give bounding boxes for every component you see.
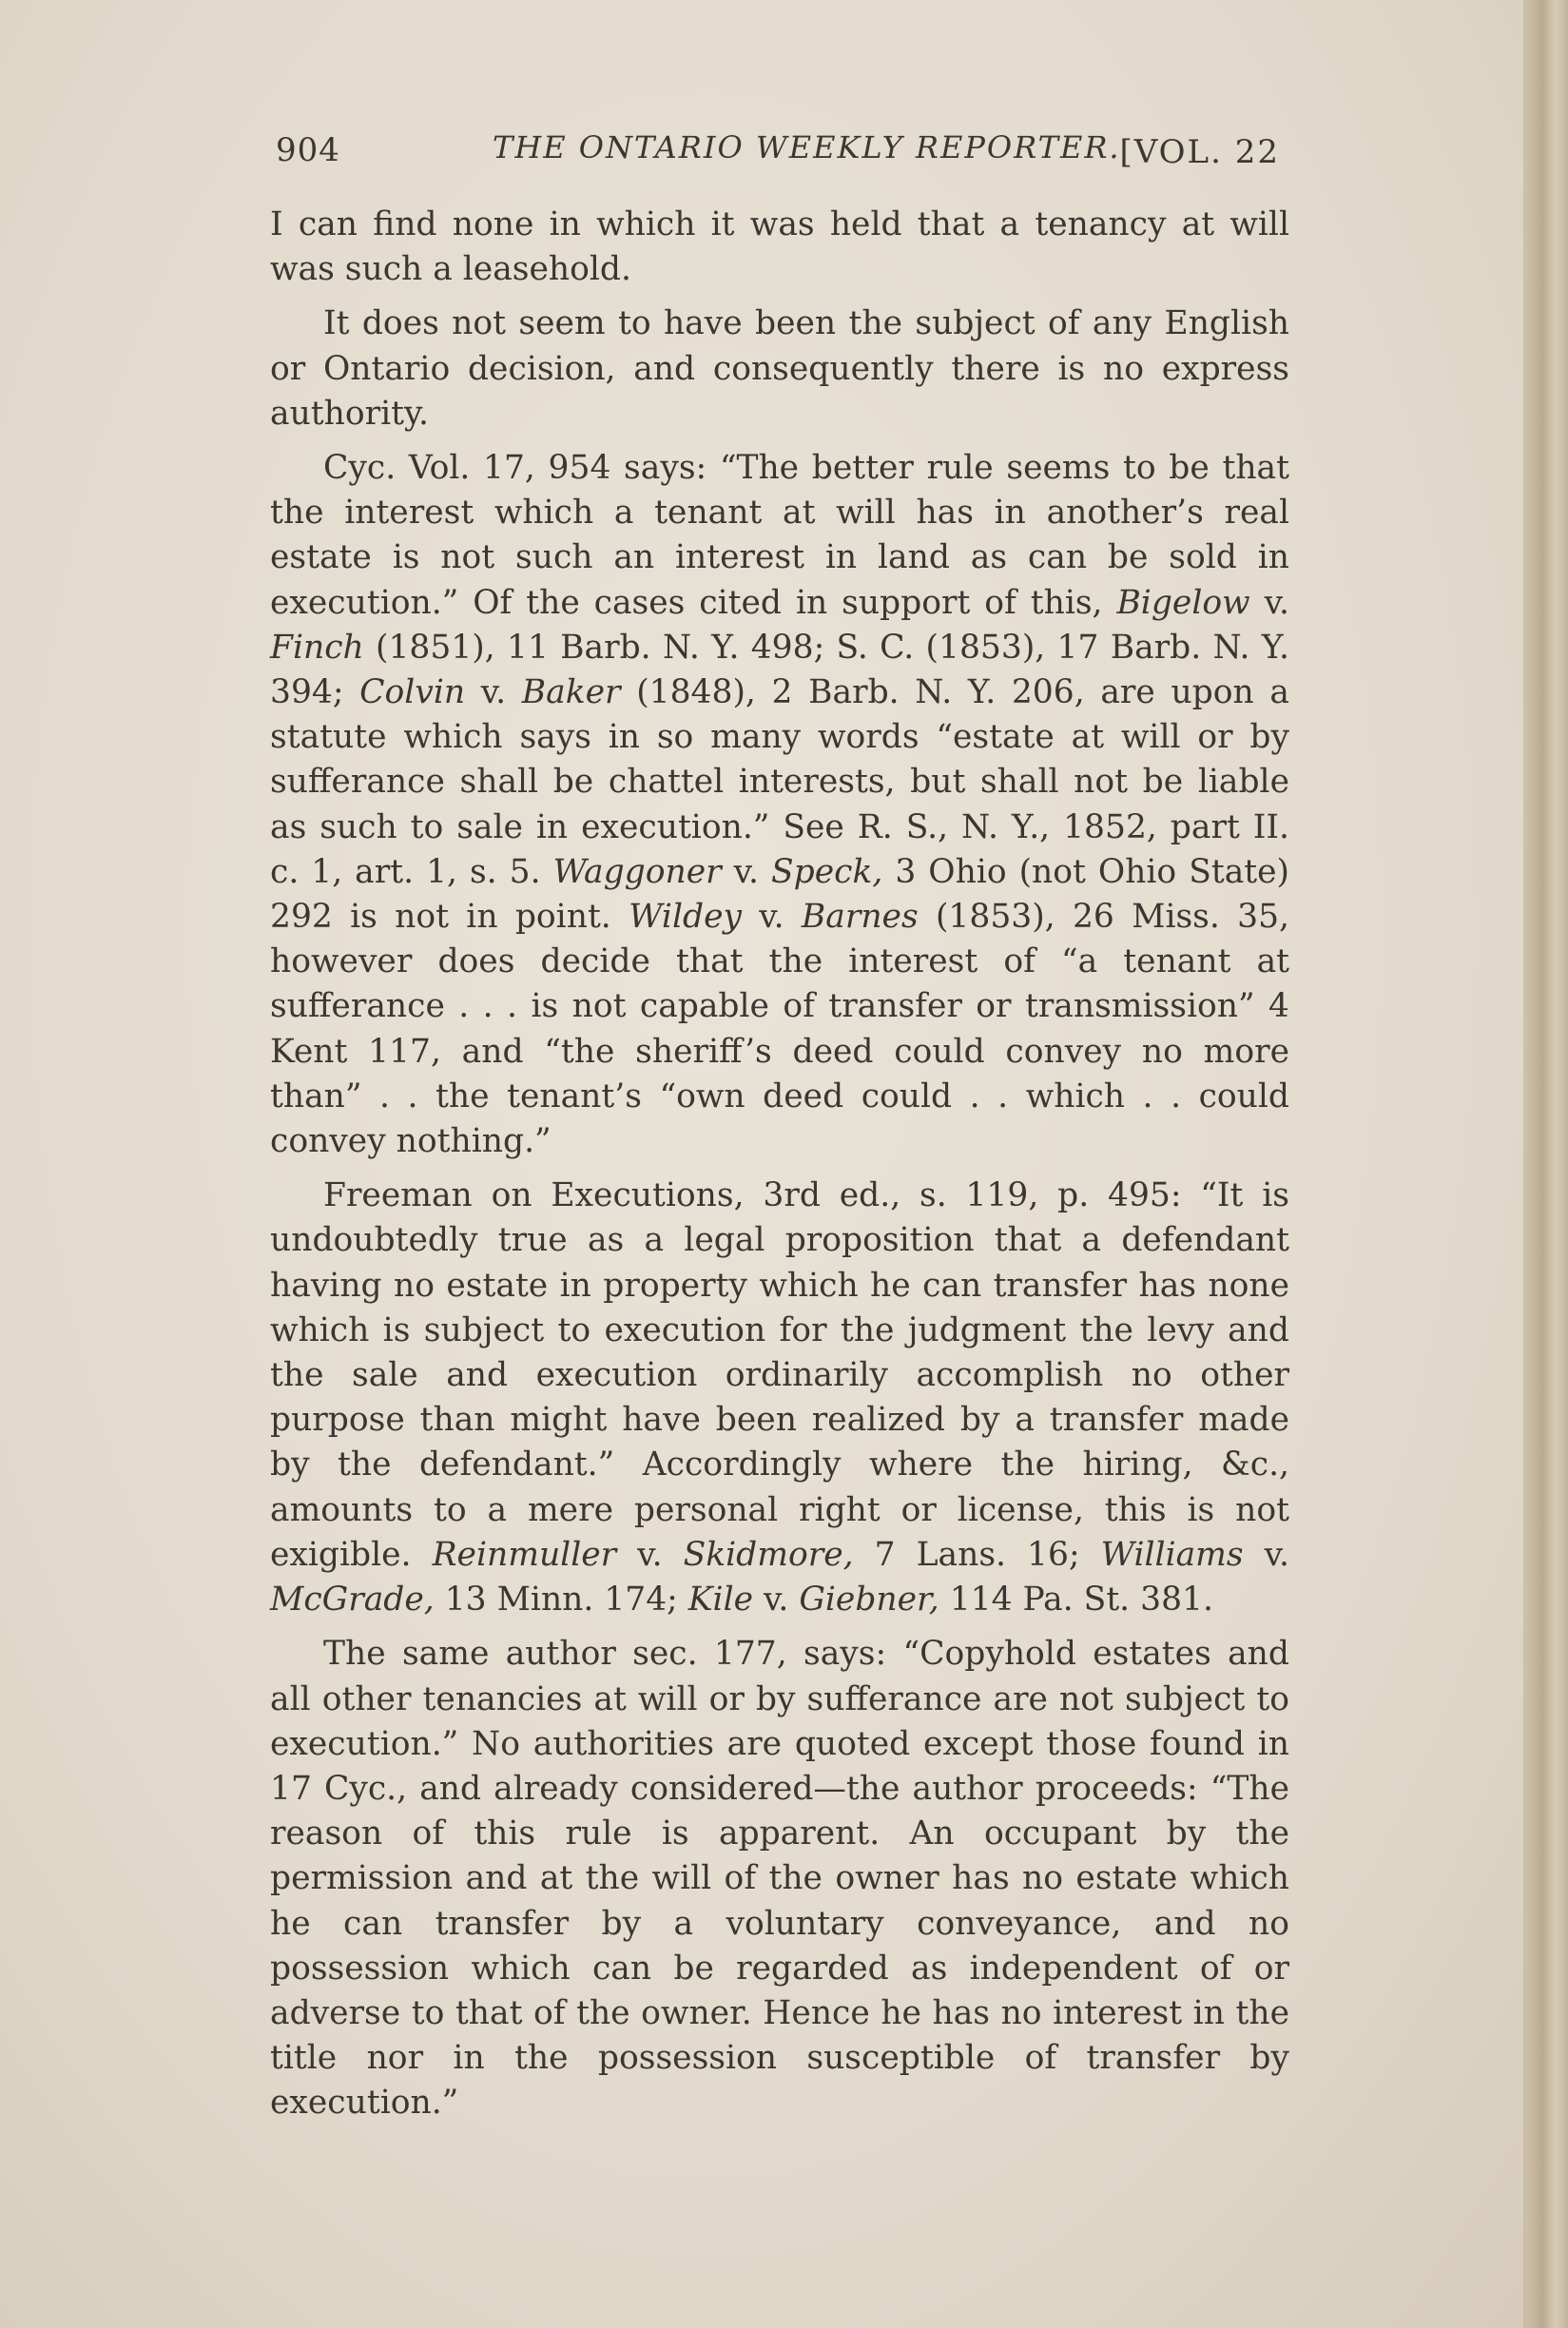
paragraph-5: The same author sec. 177, says: “Copyhold estates and all other tenancies at will or by sufferance are not subject to execution.” No authorities are quoted except those found in 17 Cyc., and already considered—the author proceeds: “The reason of this rule is apparent. An occupant by the permission and at the will of the owner has no estate which he can transfer by a voluntary conveyance, and no possession which can be regarded as independent of or adverse to that of the owner. Hence he has no interest in the title nor in the possession susceptible of transfer by execution.” bbox=[270, 1635, 1289, 2123]
text-run: v. bbox=[721, 852, 772, 891]
text-run: v. bbox=[616, 1535, 684, 1574]
text-run: (1851), 11 Barb. N. Y. 498; S. C. (1853), 17 Barb. N. Y. 394; bbox=[270, 628, 1289, 712]
case-name: Baker bbox=[521, 673, 621, 712]
text-run: Freeman on Executions, 3rd ed., s. 119, p. 495: “It is undoubtedly true as a legal proposition that a defendant having no estate in property which he can transfer has none which is subject to execution for the judgment the levy and the sale and execution ordinarily accomplish no other purpose than might have been realized by a transfer made by the defendant.” Accordingly where the hiring, &c., amounts to a mere personal right or license, this is not exigible. bbox=[270, 1176, 1289, 1574]
case-name: Speck, bbox=[771, 852, 883, 891]
text-run: v. bbox=[753, 1581, 800, 1620]
case-name: Wildey bbox=[629, 898, 742, 937]
case-name: Finch bbox=[270, 628, 364, 667]
text-run: (1848), 2 Barb. N. Y. 206, are upon a statute which says in so many words “estate at will or by sufferance shall be chattel interests, but shall not be liable as such to sale in execution.” See R. S., N. Y., 1852, part II. c. 1, art. 1, s. 5. bbox=[270, 673, 1289, 891]
case-name: Williams bbox=[1100, 1535, 1244, 1574]
text-run: Cyc. Vol. 17, 954 says: “The better rule seems to be that the interest which a tenant at will has in another’s real estate is not such an interest in land as can be sold in execution.” Of the cases cited in support of this, bbox=[270, 449, 1289, 622]
running-title: THE ONTARIO WEEKLY REPORTER. bbox=[493, 129, 1121, 165]
text-run: 114 Pa. St. 381. bbox=[939, 1581, 1213, 1620]
case-name: Barnes bbox=[801, 898, 919, 937]
paragraph-3 bbox=[270, 446, 1289, 1164]
text-run: 7 Lans. 16; bbox=[853, 1535, 1101, 1574]
case-name: Bigelow bbox=[1116, 583, 1250, 622]
book-spine bbox=[1526, 0, 1568, 2328]
running-header bbox=[276, 122, 1293, 179]
text-run: v. bbox=[741, 898, 802, 937]
paragraph-1: I can find none in which it was held that a tenancy at will was such a leasehold. bbox=[270, 205, 1289, 289]
case-name: Kile bbox=[687, 1581, 754, 1620]
case-name: Skidmore, bbox=[683, 1535, 854, 1574]
case-name: Colvin bbox=[359, 673, 466, 712]
paragraph-4 bbox=[270, 1174, 1289, 1622]
case-name: Reinmuller bbox=[432, 1535, 617, 1574]
body-text bbox=[270, 203, 1289, 2136]
volume-label: [VOL. 22 bbox=[1119, 133, 1280, 171]
text-run: v. bbox=[1249, 583, 1289, 622]
case-name: Waggoner bbox=[552, 852, 722, 891]
text-run: 13 Minn. 174; bbox=[434, 1581, 688, 1620]
text-run: v. bbox=[465, 673, 522, 712]
text-run: (1853), 26 Miss. 35, however does decide that the interest of “a tenant at sufferance . . . is not capable of transfer or transmission” 4 Kent 117, and “the sheriff’s deed could convey no more than” . . the tenant’s “own deed could . . which . . could convey nothing.” bbox=[270, 898, 1290, 1161]
case-name: Giebner, bbox=[799, 1581, 939, 1620]
text-run: v. bbox=[1243, 1535, 1289, 1574]
page-number: 904 bbox=[276, 131, 340, 169]
paragraph-2: It does not seem to have been the subject of any English or Ontario decision, and consequently there is no express authority. bbox=[270, 304, 1289, 433]
text-run: 3 Ohio (not Ohio State) 292 is not in point. bbox=[270, 852, 1290, 937]
case-name: McGrade, bbox=[270, 1581, 435, 1620]
